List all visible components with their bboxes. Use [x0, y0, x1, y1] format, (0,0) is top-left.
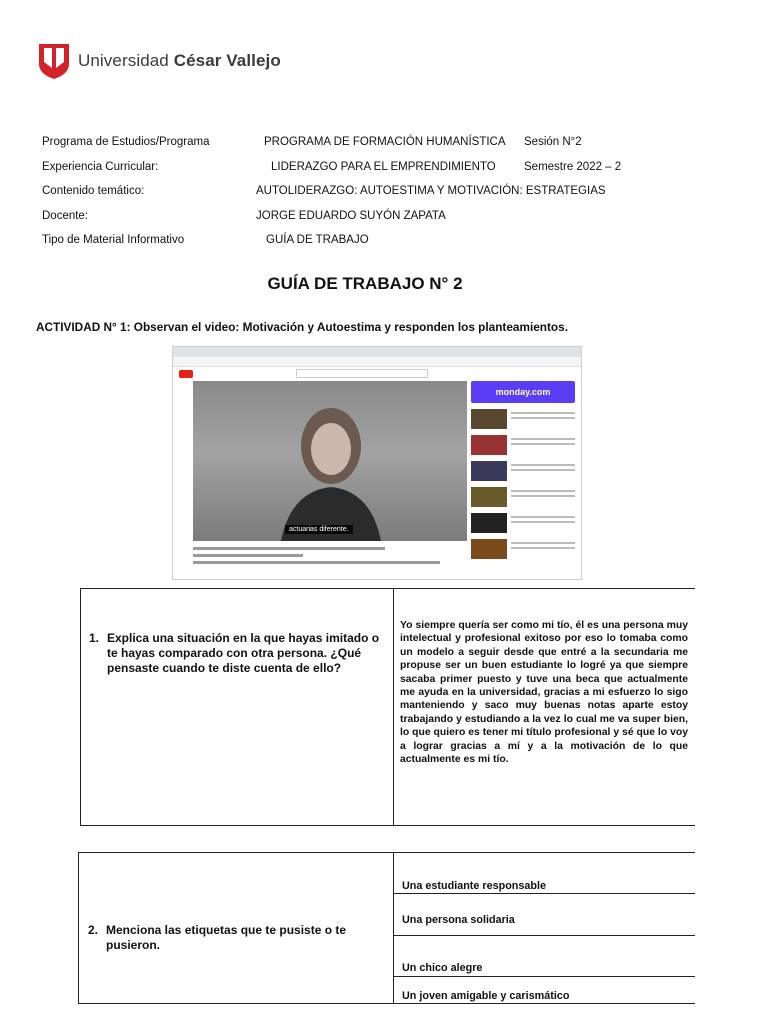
- list-item: [471, 539, 575, 559]
- question-1: 1. Explica una situación en la que hayas imitado o te hayas comparado con otra persona. ¿Qué pensaste cuando te diste cuenta de ello?: [89, 631, 380, 675]
- list-item: [471, 461, 575, 481]
- youtube-header: [173, 367, 581, 380]
- label-tag: Un joven amigable y carismático: [402, 990, 570, 1002]
- video-frame: [193, 381, 467, 541]
- youtube-logo-icon: [179, 370, 193, 378]
- ad-banner: monday.com: [471, 381, 575, 403]
- list-item: [471, 435, 575, 455]
- semester-value: Semestre 2022 – 2: [524, 160, 622, 173]
- youtube-search-box: [296, 369, 428, 378]
- list-item: [471, 409, 575, 429]
- video-info: [193, 543, 467, 573]
- question-2: 2. Menciona las etiquetas que te pusiste o te pusieron.: [88, 923, 347, 952]
- course-metadata: [42, 136, 742, 259]
- activity-heading: ACTIVIDAD N° 1: Observan el video: Motivación y Autoestima y responden los planteamientos.: [36, 320, 568, 334]
- session-value: Sesión N°2: [524, 136, 582, 148]
- experience-value: LIDERAZGO PARA EL EMPRENDIMIENTO: [271, 160, 496, 173]
- list-item: [471, 513, 575, 533]
- speaker-figure-icon: [271, 391, 391, 541]
- material-label: Tipo de Material Informativo: [42, 234, 185, 247]
- label-tag: Una estudiante responsable: [402, 880, 546, 892]
- list-item: [471, 487, 575, 507]
- program-label: Programa de Estudios/Programa: [42, 136, 210, 148]
- label-tag: Una persona solidaria: [402, 914, 515, 926]
- material-value: GUÍA DE TRABAJO: [266, 234, 369, 247]
- content-value: AUTOLIDERAZGO: AUTOESTIMA Y MOTIVACIÓN: ESTRATEGIAS: [256, 185, 606, 198]
- label-tag: Un chico alegre: [402, 962, 483, 974]
- page-title: GUÍA DE TRABAJO N° 2: [267, 274, 463, 293]
- video-caption: actuarias diferente.: [285, 525, 353, 534]
- university-name: Universidad César Vallejo: [78, 51, 281, 70]
- recommended-sidebar: [471, 381, 575, 577]
- teacher-label: Docente:: [42, 209, 89, 222]
- experience-label: Experiencia Curricular:: [42, 160, 159, 173]
- video-screenshot: [172, 346, 582, 580]
- answer-1: Yo siempre quería ser como mi tío, él es una persona muy intelectual y profesional exitoso por eso lo tomaba como un modelo a seguir desde que entré a la secundaria me propuse ser un buen estudiante lo logré ya que siempre sacaba primer puesto y tuve una beca que actualmente me ayuda en la universidad, gracias a mi esfuerzo lo sigo manteniendo y saco muy buenas notas aparte estoy trabajando y estudiando a la vez lo cual me va super bien, lo que quiero es tener mi título profesional y sé que lo voy a lograr gracias a mí y a la motivación de lo que actualmente es mi tío.: [400, 620, 688, 766]
- program-value: PROGRAMA DE FORMACIÓN HUMANÍSTICA: [264, 136, 506, 148]
- browser-address-bar: [173, 357, 581, 367]
- browser-tabs: [173, 347, 581, 357]
- ucv-shield-icon: [38, 42, 70, 80]
- content-label: Contenido temático:: [42, 185, 145, 198]
- university-logo: [38, 42, 281, 80]
- question-2-table: [78, 852, 695, 1004]
- teacher-value: JORGE EDUARDO SUYÓN ZAPATA: [256, 209, 446, 222]
- question-1-table: [80, 588, 695, 826]
